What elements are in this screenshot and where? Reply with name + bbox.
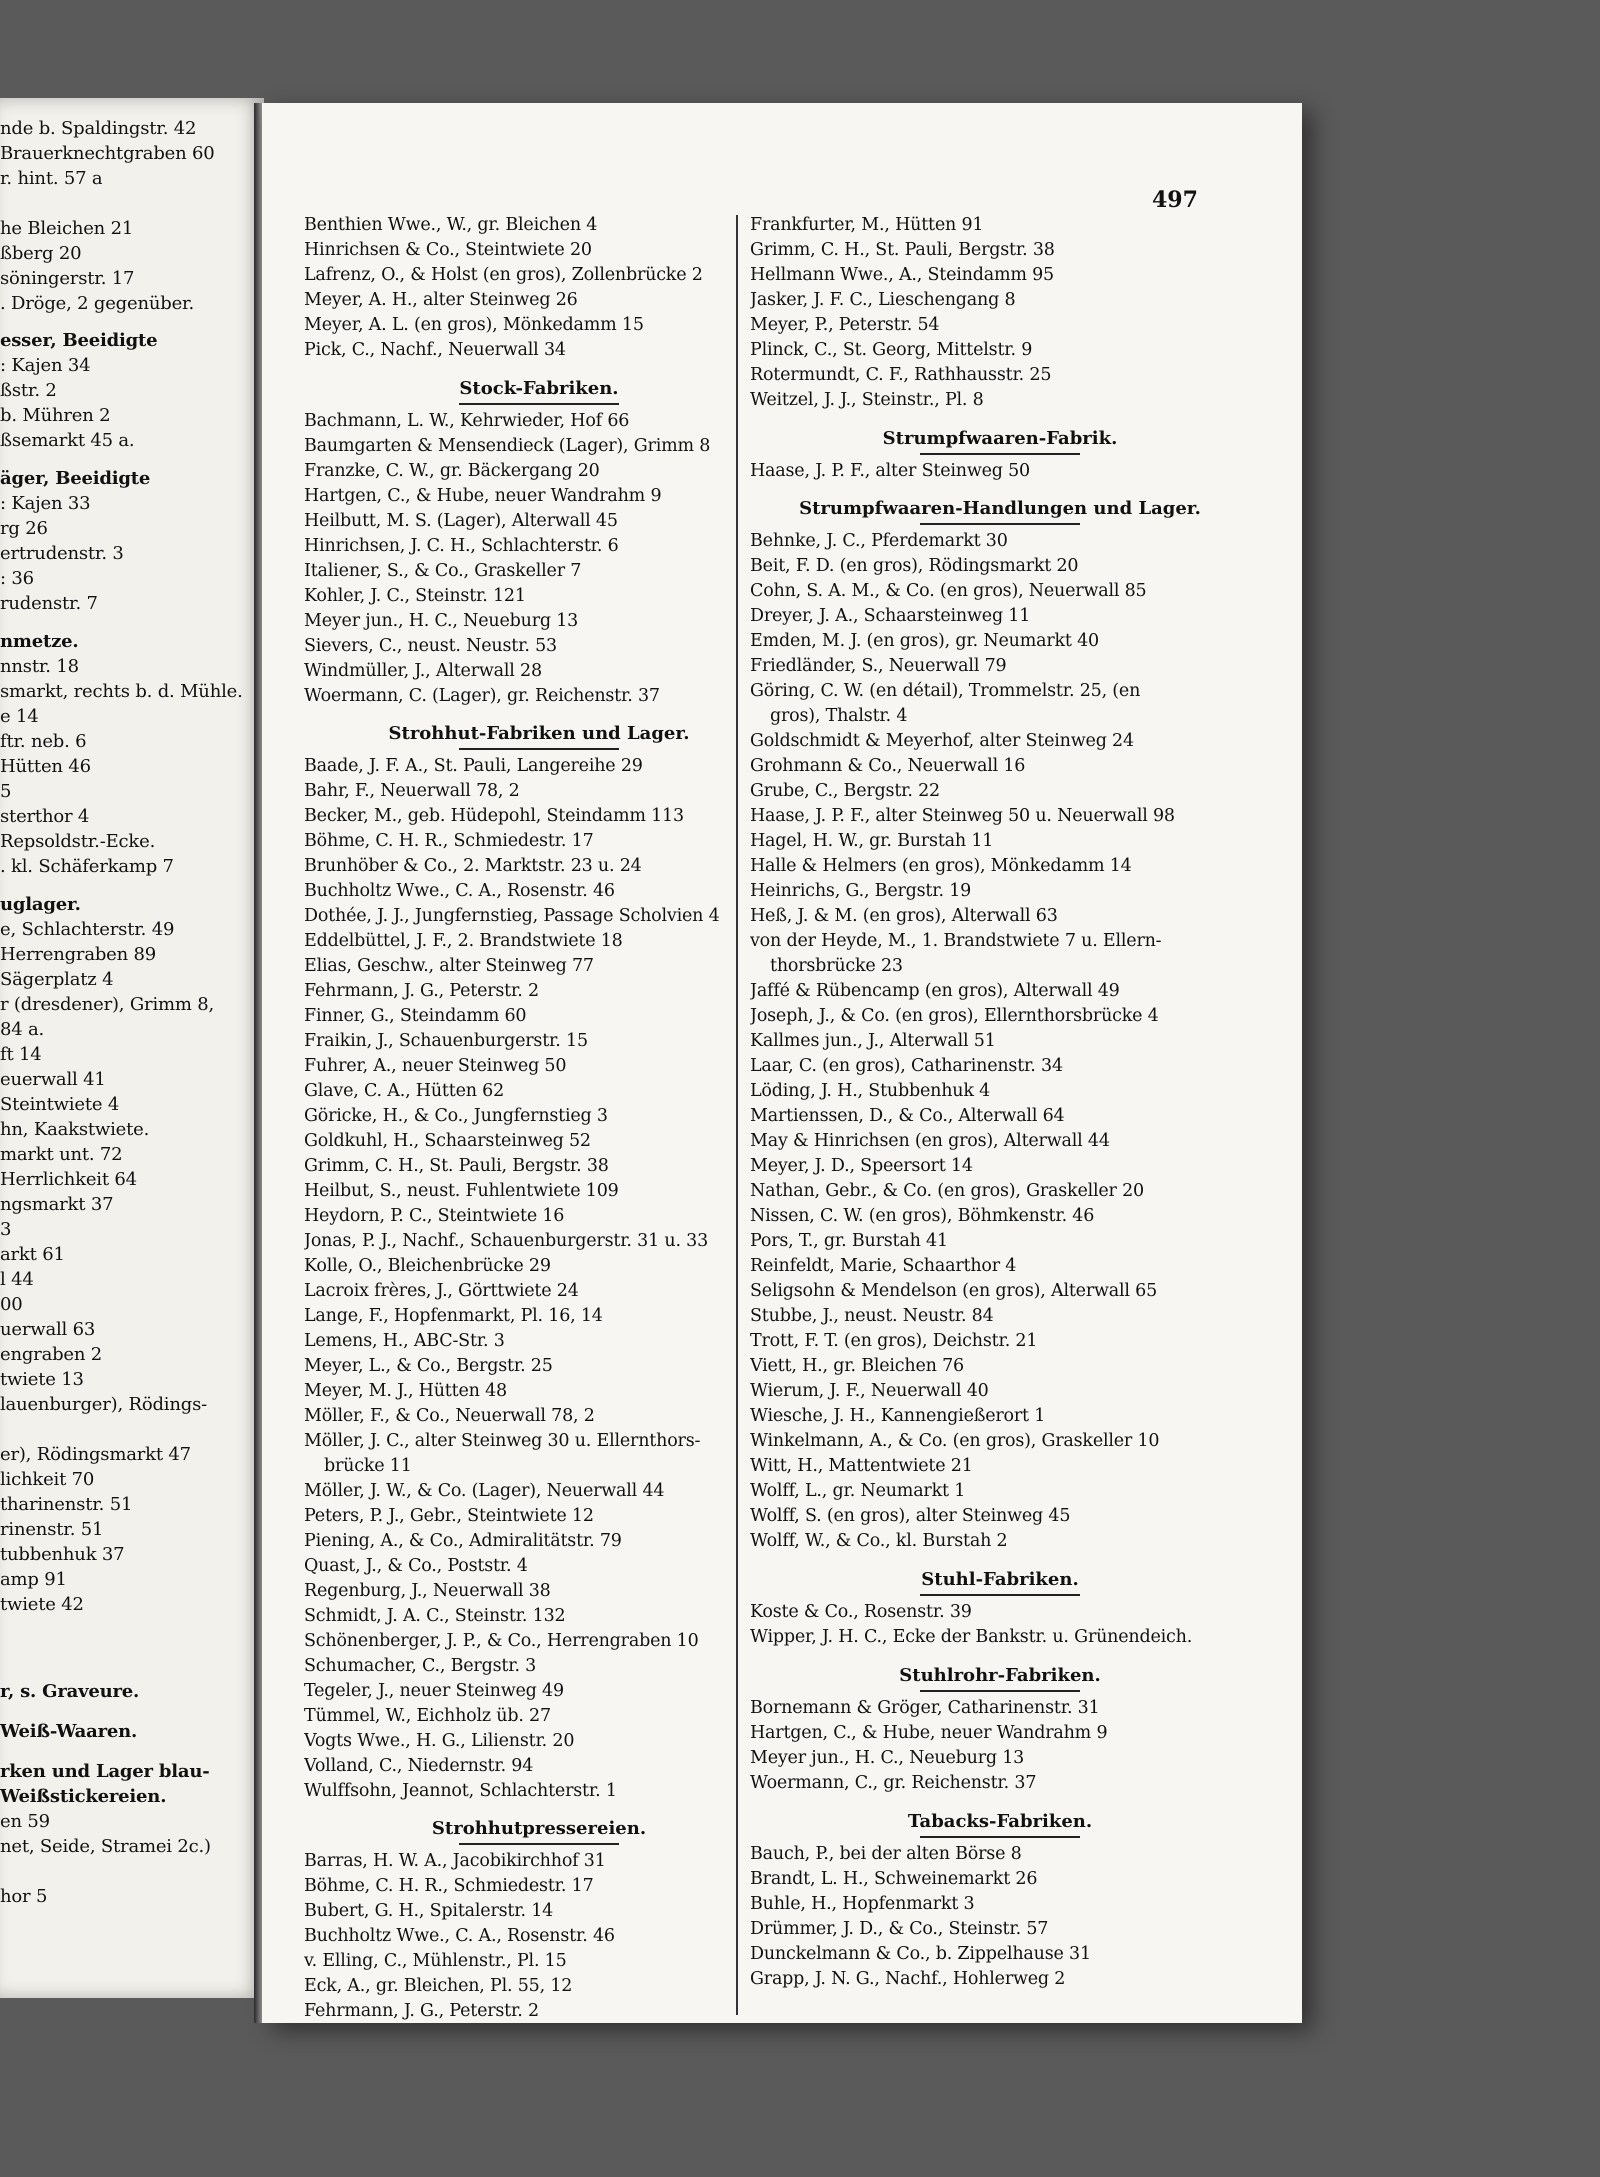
directory-entry: Hartgen, C., & Hube, neuer Wandrahm 9 (304, 486, 662, 506)
directory-entry: Glave, C. A., Hütten 62 (304, 1081, 505, 1101)
directory-entry: hor 5 (0, 1886, 48, 1907)
directory-entry: : 36 (0, 568, 34, 589)
directory-entry: smarkt, rechts b. d. Mühle. (0, 681, 243, 702)
directory-entry: Sievers, C., neust. Neustr. 53 (304, 636, 557, 656)
directory-entry: Goldkuhl, H., Schaarsteinweg 52 (304, 1131, 591, 1151)
directory-entry: Nissen, C. W. (en gros), Böhmkenstr. 46 (750, 1206, 1095, 1226)
directory-entry: b. Mühren 2 (0, 405, 111, 426)
section-heading: Tabacks-Fabriken. (907, 1811, 1093, 1832)
directory-entry: Meyer, J. D., Speersort 14 (750, 1156, 973, 1176)
directory-entry: Buchholtz Wwe., C. A., Rosenstr. 46 (304, 1926, 615, 1946)
directory-entry: Rotermundt, C. F., Rathhausstr. 25 (750, 365, 1052, 385)
directory-entry: Kolle, O., Bleichenbrücke 29 (304, 1256, 551, 1276)
directory-entry: r (dresdener), Grimm 8, (0, 994, 215, 1015)
directory-entry: May & Hinrichsen (en gros), Alterwall 44 (750, 1131, 1110, 1151)
directory-entry: ft 14 (0, 1044, 42, 1065)
directory-entry: Witt, H., Mattentwiete 21 (750, 1456, 973, 1476)
directory-entry: nde b. Spaldingstr. 42 (0, 118, 197, 139)
directory-entry: Winkelmann, A., & Co. (en gros), Graskeller 10 (750, 1431, 1160, 1451)
directory-entry: Hinrichsen & Co., Steintwiete 20 (304, 240, 592, 260)
directory-entry: markt unt. 72 (0, 1144, 123, 1165)
directory-entry: Wolff, S. (en gros), alter Steinweg 45 (750, 1506, 1071, 1526)
directory-entry: Hartgen, C., & Hube, neuer Wandrahm 9 (750, 1723, 1108, 1743)
directory-entry: Woermann, C., gr. Reichenstr. 37 (750, 1773, 1037, 1793)
directory-entry: e, Schlachterstr. 49 (0, 919, 175, 940)
directory-entry: Bahr, F., Neuerwall 78, 2 (304, 781, 520, 801)
directory-entry: Heilbutt, M. S. (Lager), Alterwall 45 (304, 511, 618, 531)
directory-entry: Haase, J. P. F., alter Steinweg 50 (750, 461, 1030, 481)
directory-entry: Schönenberger, J. P., & Co., Herrengraben 10 (304, 1631, 699, 1651)
directory-entry: Jasker, J. F. C., Lieschengang 8 (750, 290, 1016, 310)
directory-entry: nnstr. 18 (0, 656, 79, 677)
directory-entry: l 44 (0, 1269, 34, 1290)
directory-entry: Fraikin, J., Schauenburgerstr. 15 (304, 1031, 588, 1051)
directory-entry: net, Seide, Stramei 2c.) (0, 1836, 211, 1857)
directory-entry: Dothée, J. J., Jungfernstieg, Passage Scholvien 4 (304, 906, 720, 926)
page-number: 497 (1152, 187, 1198, 213)
directory-entry: Lacroix frères, J., Görttwiete 24 (304, 1281, 579, 1301)
directory-entry: : Kajen 33 (0, 493, 91, 514)
directory-entry: Heinrichs, G., Bergstr. 19 (750, 881, 972, 901)
directory-entry: Weitzel, J. J., Steinstr., Pl. 8 (750, 390, 984, 410)
directory-entry: Fehrmann, J. G., Peterstr. 2 (304, 2001, 539, 2021)
directory-entry: thorsbrücke 23 (770, 956, 903, 976)
section-heading: Strohhut-Fabriken und Lager. (388, 723, 690, 744)
directory-entry: Tümmel, W., Eichholz üb. 27 (304, 1706, 551, 1726)
directory-entry: Reinfeldt, Marie, Schaarthor 4 (750, 1256, 1017, 1276)
directory-entry: Tegeler, J., neuer Steinweg 49 (304, 1681, 564, 1701)
directory-entry: tharinenstr. 51 (0, 1494, 133, 1515)
directory-entry: Hellmann Wwe., A., Steindamm 95 (750, 265, 1054, 285)
directory-entry: en 59 (0, 1811, 50, 1832)
directory-entry: söningerstr. 17 (0, 268, 135, 289)
heading-rule (920, 523, 1080, 525)
directory-entry: Koste & Co., Rosenstr. 39 (750, 1602, 972, 1622)
section-heading: uglager. (0, 894, 81, 915)
right-page (262, 103, 1302, 2023)
column-divider (736, 215, 738, 2015)
directory-entry: amp 91 (0, 1569, 67, 1590)
section-heading: Weiß-Waaren. (0, 1721, 138, 1742)
directory-entry: Jonas, P. J., Nachf., Schauenburgerstr. 31 u. 33 (304, 1231, 709, 1251)
section-heading: nmetze. (0, 631, 79, 652)
directory-entry: Lemens, H., ABC-Str. 3 (304, 1331, 505, 1351)
directory-entry: Stubbe, J., neust. Neustr. 84 (750, 1306, 994, 1326)
heading-rule (920, 1594, 1080, 1596)
directory-entry: Regenburg, J., Neuerwall 38 (304, 1581, 551, 1601)
directory-entry: Plinck, C., St. Georg, Mittelstr. 9 (750, 340, 1033, 360)
directory-entry: Löding, J. H., Stubbenhuk 4 (750, 1081, 991, 1101)
section-heading: Stock-Fabriken. (459, 378, 619, 399)
directory-entry: Jaffé & Rübencamp (en gros), Alterwall 49 (750, 981, 1120, 1001)
directory-entry: Grimm, C. H., St. Pauli, Bergstr. 38 (750, 240, 1055, 260)
directory-entry: Cohn, S. A. M., & Co. (en gros), Neuerwall 85 (750, 581, 1147, 601)
section-heading: äger, Beeidigte (0, 468, 151, 489)
directory-entry: 00 (0, 1294, 23, 1315)
section-heading: Stuhl-Fabriken. (921, 1569, 1079, 1590)
section-heading: Weißstickereien. (0, 1786, 167, 1807)
directory-entry: Herrengraben 89 (0, 944, 157, 965)
directory-entry: Sägerplatz 4 (0, 969, 114, 990)
directory-entry: Lafrenz, O., & Holst (en gros), Zollenbrücke 2 (304, 265, 703, 285)
directory-entry: Bubert, G. H., Spitalerstr. 14 (304, 1901, 554, 1921)
directory-entry: Repsoldstr.-Ecke. (0, 831, 156, 852)
directory-entry: Meyer, M. J., Hütten 48 (304, 1381, 507, 1401)
directory-entry: : Kajen 34 (0, 355, 91, 376)
directory-entry: Hagel, H. W., gr. Burstah 11 (750, 831, 994, 851)
directory-entry: Bauch, P., bei der alten Börse 8 (750, 1844, 1022, 1864)
directory-entry: Friedländer, S., Neuerwall 79 (750, 656, 1007, 676)
directory-entry: Joseph, J., & Co. (en gros), Ellernthorsbrücke 4 (750, 1006, 1159, 1026)
directory-entry: Brauerknechtgraben 60 (0, 143, 215, 164)
directory-entry: ngsmarkt 37 (0, 1194, 114, 1215)
directory-entry: . Dröge, 2 gegenüber. (0, 293, 194, 314)
directory-entry: Nathan, Gebr., & Co. (en gros), Graskeller 20 (750, 1181, 1144, 1201)
directory-entry: Herrlichkeit 64 (0, 1169, 137, 1190)
directory-entry: Meyer, A. L. (en gros), Mönkedamm 15 (304, 315, 644, 335)
directory-entry: rudenstr. 7 (0, 593, 98, 614)
directory-entry: Beit, F. D. (en gros), Rödingsmarkt 20 (750, 556, 1079, 576)
directory-entry: ßstr. 2 (0, 380, 57, 401)
directory-entry: Eck, A., gr. Bleichen, Pl. 55, 12 (304, 1976, 573, 1996)
directory-entry: Eddelbüttel, J. F., 2. Brandstwiete 18 (304, 931, 623, 951)
directory-entry: e 14 (0, 706, 39, 727)
directory-entry: Halle & Helmers (en gros), Mönkedamm 14 (750, 856, 1132, 876)
directory-entry: Grimm, C. H., St. Pauli, Bergstr. 38 (304, 1156, 609, 1176)
directory-entry: Wierum, J. F., Neuerwall 40 (750, 1381, 989, 1401)
directory-entry: Meyer, P., Peterstr. 54 (750, 315, 940, 335)
directory-entry: Möller, F., & Co., Neuerwall 78, 2 (304, 1406, 595, 1426)
directory-entry: Laar, C. (en gros), Catharinenstr. 34 (750, 1056, 1063, 1076)
directory-entry: Heilbut, S., neust. Fuhlentwiete 109 (304, 1181, 619, 1201)
directory-entry: Volland, C., Niedernstr. 94 (304, 1756, 534, 1776)
directory-entry: Barras, H. W. A., Jacobikirchhof 31 (304, 1851, 606, 1871)
directory-entry: gros), Thalstr. 4 (770, 706, 908, 726)
directory-entry: Viett, H., gr. Bleichen 76 (750, 1356, 964, 1376)
directory-entry: brücke 11 (324, 1456, 412, 1476)
directory-entry: Piening, A., & Co., Admiralitätstr. 79 (304, 1531, 622, 1551)
directory-entry: Grohmann & Co., Neuerwall 16 (750, 756, 1026, 776)
directory-entry: lichkeit 70 (0, 1469, 95, 1490)
heading-rule (920, 1836, 1080, 1838)
directory-entry: euerwall 41 (0, 1069, 106, 1090)
directory-entry: Wolff, L., gr. Neumarkt 1 (750, 1481, 966, 1501)
directory-entry: Böhme, C. H. R., Schmiedestr. 17 (304, 831, 594, 851)
directory-entry: Kohler, J. C., Steinstr. 121 (304, 586, 526, 606)
directory-entry: r. hint. 57 a (0, 168, 103, 189)
section-heading: Strumpfwaaren-Handlungen und Lager. (799, 498, 1201, 519)
directory-entry: uerwall 63 (0, 1319, 96, 1340)
directory-entry: Kallmes jun., J., Alterwall 51 (750, 1031, 996, 1051)
directory-entry: Italiener, S., & Co., Graskeller 7 (304, 561, 582, 581)
directory-entry: Elias, Geschw., alter Steinweg 77 (304, 956, 594, 976)
heading-rule (920, 1690, 1080, 1692)
directory-entry: Steintwiete 4 (0, 1094, 120, 1115)
directory-entry: Meyer jun., H. C., Neueburg 13 (304, 611, 579, 631)
directory-entry: Pors, T., gr. Burstah 41 (750, 1231, 948, 1251)
directory-entry: . kl. Schäferkamp 7 (0, 856, 174, 877)
directory-entry: Brunhöber & Co., 2. Marktstr. 23 u. 24 (304, 856, 642, 876)
directory-entry: ftr. neb. 6 (0, 731, 87, 752)
directory-entry: Frankfurter, M., Hütten 91 (750, 215, 984, 235)
directory-entry: Schumacher, C., Bergstr. 3 (304, 1656, 537, 1676)
section-heading: Strohhutpressereien. (431, 1818, 647, 1839)
directory-entry: Heydorn, P. C., Steintwiete 16 (304, 1206, 565, 1226)
directory-entry: Fuhrer, A., neuer Steinweg 50 (304, 1056, 567, 1076)
directory-entry: Hinrichsen, J. C. H., Schlachterstr. 6 (304, 536, 619, 556)
directory-entry: er), Rödingsmarkt 47 (0, 1444, 191, 1465)
directory-entry: Buchholtz Wwe., C. A., Rosenstr. 46 (304, 881, 615, 901)
directory-entry: Haase, J. P. F., alter Steinweg 50 u. Neuerwall 98 (750, 806, 1175, 826)
directory-entry: Martienssen, D., & Co., Alterwall 64 (750, 1106, 1065, 1126)
directory-entry: Meyer, A. H., alter Steinweg 26 (304, 290, 578, 310)
directory-entry: Fehrmann, J. G., Peterstr. 2 (304, 981, 539, 1001)
directory-entry: Franzke, C. W., gr. Bäckergang 20 (304, 461, 600, 481)
directory-entry: 84 a. (0, 1019, 45, 1040)
directory-entry: Buhle, H., Hopfenmarkt 3 (750, 1894, 975, 1914)
directory-entry: Windmüller, J., Alterwall 28 (304, 661, 542, 681)
directory-entry: Schmidt, J. A. C., Steinstr. 132 (304, 1606, 566, 1626)
directory-entry: von der Heyde, M., 1. Brandstwiete 7 u. Ellern- (750, 931, 1162, 951)
directory-entry: Benthien Wwe., W., gr. Bleichen 4 (304, 215, 598, 235)
directory-entry: Möller, J. C., alter Steinweg 30 u. Ellernthors- (304, 1431, 701, 1451)
directory-entry: Baade, J. F. A., St. Pauli, Langereihe 29 (304, 756, 643, 776)
directory-entry: Baumgarten & Mensendieck (Lager), Grimm 8 (304, 436, 711, 456)
directory-entry: engraben 2 (0, 1344, 103, 1365)
heading-rule (920, 453, 1080, 455)
directory-entry: Becker, M., geb. Hüdepohl, Steindamm 113 (304, 806, 684, 826)
directory-entry: Brandt, L. H., Schweinemarkt 26 (750, 1869, 1038, 1889)
directory-entry: Bornemann & Gröger, Catharinenstr. 31 (750, 1698, 1100, 1718)
heading-rule (459, 748, 619, 750)
directory-entry: Möller, J. W., & Co. (Lager), Neuerwall 44 (304, 1481, 665, 1501)
directory-entry: Meyer jun., H. C., Neueburg 13 (750, 1748, 1025, 1768)
directory-entry: ßberg 20 (0, 243, 82, 264)
directory-entry: he Bleichen 21 (0, 218, 134, 239)
directory-entry: Lange, F., Hopfenmarkt, Pl. 16, 14 (304, 1306, 603, 1326)
directory-entry: 3 (0, 1219, 12, 1240)
directory-entry: Wolff, W., & Co., kl. Burstah 2 (750, 1531, 1008, 1551)
directory-entry: ertrudenstr. 3 (0, 543, 124, 564)
directory-entry: Pick, C., Nachf., Neuerwall 34 (304, 340, 566, 360)
directory-entry: Finner, G., Steindamm 60 (304, 1006, 527, 1026)
section-heading: r, s. Graveure. (0, 1681, 140, 1702)
directory-entry: 5 (0, 781, 12, 802)
directory-entry: Seligsohn & Mendelson (en gros), Alterwall 65 (750, 1281, 1158, 1301)
directory-entry: Wipper, J. H. C., Ecke der Bankstr. u. Grünendeich. (750, 1627, 1193, 1647)
directory-entry: Böhme, C. H. R., Schmiedestr. 17 (304, 1876, 594, 1896)
directory-entry: sterthor 4 (0, 806, 90, 827)
directory-entry: Grube, C., Bergstr. 22 (750, 781, 940, 801)
directory-entry: Woermann, C. (Lager), gr. Reichenstr. 37 (304, 686, 660, 706)
heading-rule (459, 1843, 619, 1845)
directory-entry: Wulffsohn, Jeannot, Schlachterstr. 1 (304, 1781, 617, 1801)
heading-rule (459, 403, 619, 405)
directory-entry: Trott, F. T. (en gros), Deichstr. 21 (750, 1331, 1038, 1351)
directory-entry: Emden, M. J. (en gros), gr. Neumarkt 40 (750, 631, 1099, 651)
directory-entry: Drümmer, J. D., & Co., Steinstr. 57 (750, 1919, 1049, 1939)
directory-entry: Dreyer, J. A., Schaarsteinweg 11 (750, 606, 1031, 626)
directory-entry: Meyer, L., & Co., Bergstr. 25 (304, 1356, 553, 1376)
directory-entry: tubbenhuk 37 (0, 1544, 125, 1565)
directory-entry: Quast, J., & Co., Poststr. 4 (304, 1556, 528, 1576)
directory-entry: lauenburger), Rödings- (0, 1394, 207, 1415)
directory-entry: Hütten 46 (0, 756, 91, 777)
directory-entry: Dunckelmann & Co., b. Zippelhause 31 (750, 1944, 1091, 1964)
directory-entry: arkt 61 (0, 1244, 65, 1265)
directory-entry: hn, Kaakstwiete. (0, 1119, 150, 1140)
section-heading: Stuhlrohr-Fabriken. (899, 1665, 1101, 1686)
section-heading: esser, Beeidigte (0, 330, 158, 351)
directory-entry: Grapp, J. N. G., Nachf., Hohlerweg 2 (750, 1969, 1066, 1989)
directory-entry: rinenstr. 51 (0, 1519, 104, 1540)
directory-entry: Goldschmidt & Meyerhof, alter Steinweg 24 (750, 731, 1134, 751)
directory-entry: Heß, J. & M. (en gros), Alterwall 63 (750, 906, 1058, 926)
directory-entry: Wiesche, J. H., Kannengießerort 1 (750, 1406, 1046, 1426)
section-heading: Strumpfwaaren-Fabrik. (882, 428, 1118, 449)
directory-entry: Göricke, H., & Co., Jungfernstieg 3 (304, 1106, 608, 1126)
directory-entry: ßsemarkt 45 a. (0, 430, 135, 451)
left-page (0, 98, 264, 1998)
directory-entry: Behnke, J. C., Pferdemarkt 30 (750, 531, 1008, 551)
directory-entry: twiete 42 (0, 1594, 84, 1615)
directory-entry: Bachmann, L. W., Kehrwieder, Hof 66 (304, 411, 630, 431)
directory-entry: twiete 13 (0, 1369, 84, 1390)
directory-entry: Peters, P. J., Gebr., Steintwiete 12 (304, 1506, 594, 1526)
directory-entry: v. Elling, C., Mühlenstr., Pl. 15 (304, 1951, 567, 1971)
directory-entry: Vogts Wwe., H. G., Lilienstr. 20 (304, 1731, 575, 1751)
directory-entry: Göring, C. W. (en détail), Trommelstr. 25, (en (750, 681, 1141, 701)
directory-entry: rg 26 (0, 518, 48, 539)
section-heading: rken und Lager blau- (0, 1761, 210, 1782)
